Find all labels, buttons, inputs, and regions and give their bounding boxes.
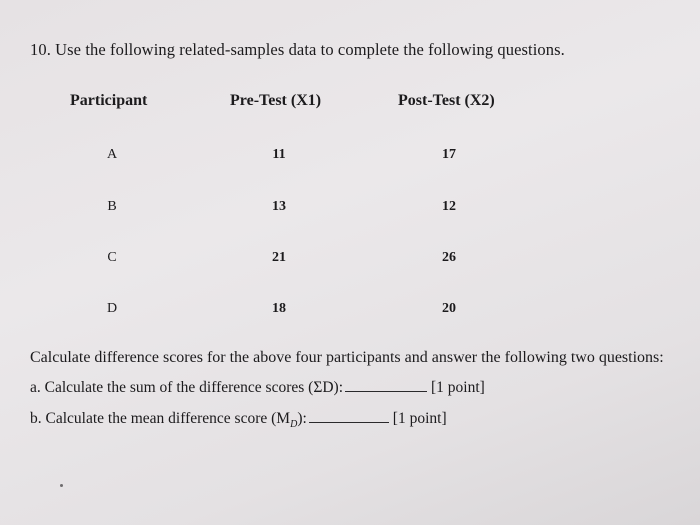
column-header-post-test: Post-Test (X2) — [398, 92, 495, 109]
question-b-subscript: D — [290, 419, 298, 431]
participant-label: A — [106, 147, 118, 162]
question-a-points: [1 point] — [431, 379, 485, 396]
column-header-participant: Participant — [70, 92, 148, 109]
question-b-points: [1 point] — [392, 410, 447, 427]
pre-test-value: 21 — [272, 250, 286, 265]
question-title: 10. Use the following related-samples data to complete the following questions. — [30, 40, 565, 59]
column-header-pre-test: Pre-Test (X1) — [230, 92, 322, 109]
question-b-text: b. Calculate the mean difference score (M — [30, 410, 291, 427]
answer-blank-b — [309, 410, 389, 423]
question-a-text: a. Calculate the sum of the difference scores (ΣD): — [30, 379, 344, 396]
post-test-value: 17 — [442, 147, 456, 162]
answer-blank-a — [345, 379, 427, 392]
question-a — [30, 379, 485, 397]
pre-test-value: 13 — [272, 199, 286, 214]
question-b — [30, 410, 447, 430]
paper-speck — [60, 484, 63, 487]
post-test-value: 26 — [442, 250, 456, 265]
participant-label: B — [107, 199, 117, 214]
pre-test-value: 11 — [272, 147, 286, 162]
post-test-value: 12 — [442, 199, 456, 214]
post-test-value: 20 — [442, 301, 456, 316]
participant-label: C — [107, 250, 117, 265]
instructions-text: Calculate difference scores for the above four participants and answer the following two questions: — [30, 349, 664, 366]
pre-test-value: 18 — [272, 301, 286, 316]
question-b-suffix: ): — [297, 410, 307, 427]
participant-label: D — [106, 301, 118, 316]
